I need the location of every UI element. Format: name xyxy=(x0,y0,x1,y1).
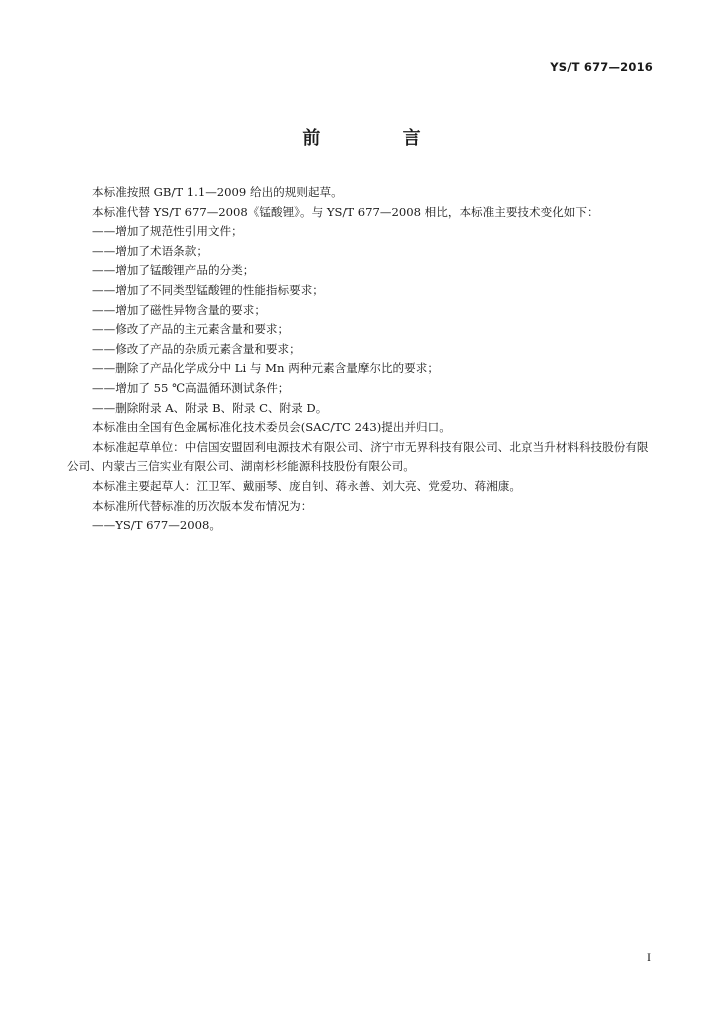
paragraph-history-intro: 本标准所代替标准的历次版本发布情况为： xyxy=(92,498,313,513)
change-item: ——修改了产品的杂质元素含量和要求； xyxy=(92,341,301,356)
history-item: ——YS/T 677—2008。 xyxy=(92,518,221,533)
change-item: ——删除了产品化学成分中 Li 与 Mn 两种元素含量摩尔比的要求； xyxy=(92,361,439,376)
paragraph-replacement: 本标准代替 YS/T 677—2008《锰酸锂》。与 YS/T 677—2008 相比，本标准主要技术变化如下： xyxy=(92,204,599,219)
change-item: ——增加了规范性引用文件； xyxy=(92,224,243,239)
change-item: ——增加了 55 ℃高温循环测试条件； xyxy=(92,380,290,395)
paragraph-proposer: 本标准由全国有色金属标准化技术委员会(SAC/TC 243)提出并归口。 xyxy=(92,420,451,435)
page-title: 前 言 xyxy=(302,128,459,149)
change-item: ——修改了产品的主元素含量和要求； xyxy=(92,322,290,337)
change-item: ——增加了不同类型锰酸锂的性能指标要求； xyxy=(92,282,324,297)
change-item: ——增加了术语条款； xyxy=(92,243,208,258)
foreword-body xyxy=(67,183,657,536)
change-item: ——增加了锰酸锂产品的分类； xyxy=(92,263,255,278)
paragraph-drafting-rules: 本标准按照 GB/T 1.1—2009 给出的规则起草。 xyxy=(92,185,343,199)
standard-code: YS/T 677—2016 xyxy=(550,60,653,74)
change-item: ——删除附录 A、附录 B、附录 C、附录 D。 xyxy=(92,400,328,415)
paragraph-drafters: 本标准主要起草人：江卫军、戴丽琴、庞自钊、蒋永善、刘大亮、党爱功、蒋湘康。 xyxy=(92,478,521,493)
change-item: ——增加了磁性异物含量的要求； xyxy=(92,302,266,317)
page-number: I xyxy=(647,950,651,964)
paragraph-drafting-units: 本标准起草单位：中信国安盟固利电源技术有限公司、济宁市无界科技有限公司、北京当升材料科技股份有限公司、内蒙古三信实业有限公司、湖南杉杉能源科技股份有限公司。 xyxy=(67,439,649,474)
